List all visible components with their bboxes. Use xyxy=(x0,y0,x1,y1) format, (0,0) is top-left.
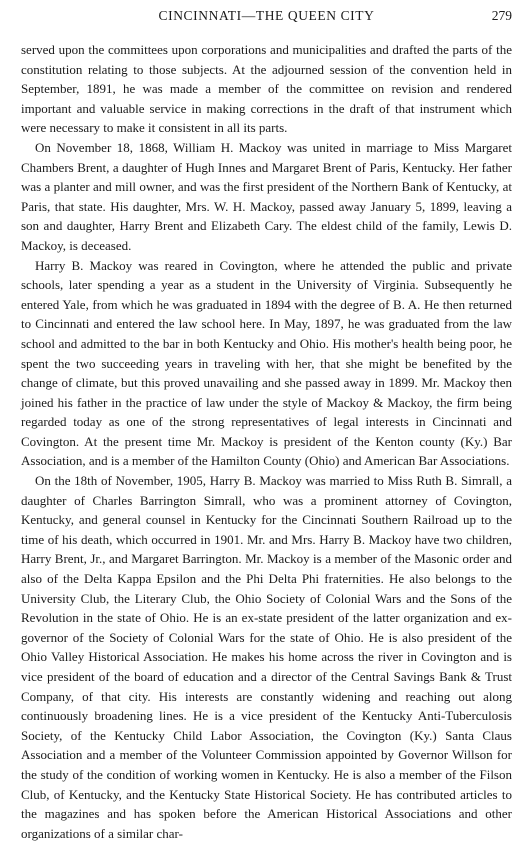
book-page xyxy=(21,8,512,843)
body-text xyxy=(21,40,512,843)
paragraph: Harry B. Mackoy was reared in Covington, where he attended the public and private schools, later spending a year as a student in the University of Virginia. Subsequently he entered Yale, from which he was graduated in 1894 with the degree of B. A. He then returned to Cincinnati and entered the law school here. In May, 1897, he was graduated from the law school and admitted to the bar in both Kentucky and Ohio. His mother's health being poor, he spent the two succeeding years in traveling with her, that she might be benefited by the change of climate, but this proved unavailing and she passed away in 1899. Mr. Mackoy then joined his father in the practice of law under the style of Mackoy & Mackoy, the firm being regarded today as one of the strong representatives of legal interests in Cincinnati and Covington. At the present time Mr. Mackoy is president of the Kenton county (Ky.) Bar Association, and is a member of the Hamilton County (Ohio) and American Bar Associations. xyxy=(21,257,512,469)
paragraph: On the 18th of November, 1905, Harry B. Mackoy was married to Miss Ruth B. Simrall, a daughter of Charles Barrington Simrall, who was a prominent attorney of Covington, Kentucky, and general counsel in Kentucky for the Cincinnati Southern Railroad up to the time of his death, which occurred in 1901. Mr. and Mrs. Harry B. Mackoy have two children, Harry Brent, Jr., and Margaret Barrington. Mr. Mackoy is a member of the Masonic order and also of the Delta Kappa Epsilon and the Phi Delta Phi fraternities. He also belongs to the University Club, the Literary Club, the Ohio Society of Colonial Wars and the Sons of the Revolution in the state of Ohio. He is an ex-state president of the latter organization and ex-governor of the Society of Colonial Wars for the state of Ohio. He is also president of the Ohio Valley Historical Association. He makes his home across the river in Covington and is vice president of the board of education and a director of the Central Savings Bank & Trust Company, of that city. His interests are constantly widening and reaching out along continuously broadening lines. He is a vice president of the Kentucky Anti-Tuberculosis Society, of the Kentucky Child Labor Association, the Covington (Ky.) Santa Claus Association and a member of the Volunteer Commission appointed by Governor Willson for the study of the condition of working women in Kentucky. He is also a member of the Filson Club, of Kentucky, and the Kentucky State Historical Society. He has contributed articles to the magazines and has spoken before the American Historical Associations and other organizations of a similar char- xyxy=(21,473,512,841)
running-title: CINCINNATI—THE QUEEN CITY xyxy=(158,8,375,23)
paragraph: served upon the committees upon corporations and municipalities and drafted the parts of the constitution relating to those subjects. At the adjourned session of the convention held in September, 1891, he was made a member of the committee on revision and rendered important and valuable service in making corrections in the draft of that instrument which were necessary to make it consistent in all its parts. xyxy=(21,42,512,136)
paragraph: On November 18, 1868, William H. Mackoy was united in marriage to Miss Margaret Chambers Brent, a daughter of Hugh Innes and Margaret Brent of Paris, Kentucky. Her father was a planter and mill owner, and was the first president of the Northern Bank of Kentucky, at Paris, that state. His daughter, Mrs. W. H. Mackoy, passed away January 5, 1899, leaving a son and daughter, Harry Brent and Elizabeth Cary. The eldest child of the family, Lewis D. Mackoy, is deceased. xyxy=(21,139,512,253)
running-header xyxy=(21,8,512,26)
page-number: 279 xyxy=(491,8,512,23)
